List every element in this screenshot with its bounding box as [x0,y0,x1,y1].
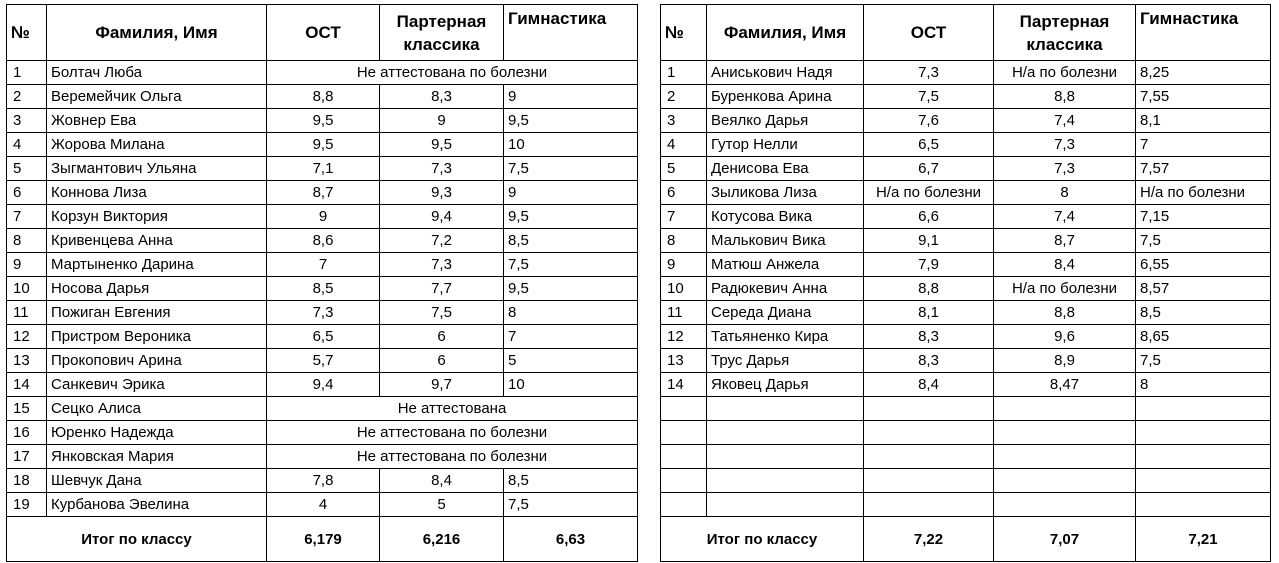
parter-score: 8,4 [994,253,1136,277]
header-name: Фамилия, Имя [47,5,267,61]
empty-cell [1136,445,1271,469]
empty-row [661,421,1271,445]
attestation-note: Не аттестована по болезни [267,421,638,445]
total-row [661,517,1271,562]
ost-score: Н/а по болезни [864,181,994,205]
student-name: Пожиган Евгения [47,301,267,325]
student-name: Сецко Алиса [47,397,267,421]
empty-cell [661,445,707,469]
gym-score: 7,55 [1136,85,1271,109]
gym-score: 10 [504,133,638,157]
gym-score: 8,5 [504,469,638,493]
parter-score: 7,5 [380,301,504,325]
header-parter: Партерная классика [380,5,504,61]
empty-cell [707,445,864,469]
gym-score: 9,5 [504,277,638,301]
empty-cell [661,421,707,445]
header-gym: Гимнастика [1136,5,1271,61]
gym-score: 8,57 [1136,277,1271,301]
table-row [7,229,638,253]
total-ost: 7,22 [864,517,994,562]
student-name: Радюкевич Анна [707,277,864,301]
parter-score: 7,7 [380,277,504,301]
row-number: 12 [7,325,47,349]
empty-cell [707,493,864,517]
student-name: Веремейчик Ольга [47,85,267,109]
table-row [661,277,1271,301]
ost-score: 8,3 [864,325,994,349]
empty-row [661,469,1271,493]
total-parter: 6,216 [380,517,504,562]
table-row [661,109,1271,133]
student-name: Жовнер Ева [47,109,267,133]
ost-score: 8,1 [864,301,994,325]
gym-score: 8,25 [1136,61,1271,85]
student-name: Шевчук Дана [47,469,267,493]
table-row [7,445,638,469]
total-ost: 6,179 [267,517,380,562]
gym-score: 7,5 [504,253,638,277]
row-number: 15 [7,397,47,421]
row-number: 9 [661,253,707,277]
row-number: 7 [7,205,47,229]
header-number: № [7,5,47,61]
table-row [7,397,638,421]
student-name: Санкевич Эрика [47,373,267,397]
grades-table-left [6,4,638,562]
table-row [7,421,638,445]
row-number: 12 [661,325,707,349]
empty-cell [707,421,864,445]
student-name: Жорова Милана [47,133,267,157]
ost-score: 9,5 [267,109,380,133]
ost-score: 7,3 [267,301,380,325]
table-row [7,301,638,325]
table-row [661,133,1271,157]
empty-row [661,493,1271,517]
ost-score: 7 [267,253,380,277]
parter-score: 6 [380,349,504,373]
gym-score: 8,65 [1136,325,1271,349]
student-name: Малькович Вика [707,229,864,253]
row-number: 19 [7,493,47,517]
student-name: Татьяненко Кира [707,325,864,349]
total-parter: 7,07 [994,517,1136,562]
student-name: Курбанова Эвелина [47,493,267,517]
row-number: 17 [7,445,47,469]
ost-score: 6,5 [864,133,994,157]
row-number: 5 [661,157,707,181]
row-number: 4 [7,133,47,157]
parter-score: 8,4 [380,469,504,493]
ost-score: 8,5 [267,277,380,301]
row-number: 1 [7,61,47,85]
ost-score: 8,8 [267,85,380,109]
row-number: 6 [661,181,707,205]
row-number: 8 [661,229,707,253]
row-number: 4 [661,133,707,157]
empty-cell [864,493,994,517]
student-name: Веялко Дарья [707,109,864,133]
table-row [661,349,1271,373]
ost-score: 6,7 [864,157,994,181]
total-label: Итог по классу [7,517,267,562]
parter-score: 8,9 [994,349,1136,373]
student-name: Мартыненко Дарина [47,253,267,277]
gym-score: 8,1 [1136,109,1271,133]
parter-score: 9 [380,109,504,133]
student-name: Буренкова Арина [707,85,864,109]
table-row [7,253,638,277]
gym-score: 8,5 [1136,301,1271,325]
table-row [661,85,1271,109]
empty-cell [1136,469,1271,493]
ost-score: 9 [267,205,380,229]
parter-score: 8 [994,181,1136,205]
parter-score: 5 [380,493,504,517]
student-name: Прокопович Арина [47,349,267,373]
table-row [661,301,1271,325]
table-row [7,469,638,493]
gym-score: 7 [1136,133,1271,157]
ost-score: 8,7 [267,181,380,205]
parter-score: 8,47 [994,373,1136,397]
table-row [7,181,638,205]
student-name: Аниськович Надя [707,61,864,85]
parter-score: Н/а по болезни [994,277,1136,301]
table-row [7,205,638,229]
empty-cell [661,397,707,421]
header-ost: ОСТ [267,5,380,61]
gym-score: 8 [504,301,638,325]
row-number: 3 [7,109,47,133]
student-name: Носова Дарья [47,277,267,301]
row-number: 5 [7,157,47,181]
table-row [7,325,638,349]
parter-score: 8,8 [994,301,1136,325]
header-ost: ОСТ [864,5,994,61]
ost-score: 8,6 [267,229,380,253]
empty-cell [864,397,994,421]
parter-score: 8,3 [380,85,504,109]
grades-table-right [660,4,1271,562]
ost-score: 9,4 [267,373,380,397]
empty-cell [1136,421,1271,445]
gym-score: 7,5 [504,493,638,517]
student-name: Денисова Ева [707,157,864,181]
student-name: Корзун Виктория [47,205,267,229]
table-row [661,61,1271,85]
gym-score: 9,5 [504,109,638,133]
row-number: 1 [661,61,707,85]
gym-score: 10 [504,373,638,397]
row-number: 11 [661,301,707,325]
attestation-note: Не аттестована по болезни [267,61,638,85]
attestation-note: Не аттестована [267,397,638,421]
parter-score: 9,3 [380,181,504,205]
parter-score: 8,7 [994,229,1136,253]
table-row [7,157,638,181]
empty-row [661,445,1271,469]
table-row [7,349,638,373]
gym-score: 7,15 [1136,205,1271,229]
student-name: Трус Дарья [707,349,864,373]
parter-score: 9,7 [380,373,504,397]
gym-score: 7,5 [1136,349,1271,373]
table-row [661,157,1271,181]
parter-score: 8,8 [994,85,1136,109]
ost-score: 7,5 [864,85,994,109]
empty-cell [707,397,864,421]
header-gym: Гимнастика [504,5,638,61]
empty-cell [994,397,1136,421]
parter-score: 7,3 [380,157,504,181]
header-row [7,5,638,61]
table-row [7,85,638,109]
student-name: Юренко Надежда [47,421,267,445]
parter-score: 7,4 [994,109,1136,133]
student-name: Янковская Мария [47,445,267,469]
empty-cell [1136,397,1271,421]
row-number: 14 [661,373,707,397]
header-number: № [661,5,707,61]
empty-cell [994,493,1136,517]
empty-cell [864,445,994,469]
total-row [7,517,638,562]
ost-score: 8,4 [864,373,994,397]
ost-score: 8,3 [864,349,994,373]
header-parter: Партерная классика [994,5,1136,61]
gym-score: 7,5 [504,157,638,181]
gym-score: 7 [504,325,638,349]
ost-score: 6,6 [864,205,994,229]
empty-cell [994,469,1136,493]
row-number: 3 [661,109,707,133]
gym-score: 9,5 [504,205,638,229]
student-name: Болтач Люба [47,61,267,85]
ost-score: 4 [267,493,380,517]
parter-score: 7,3 [994,157,1136,181]
total-gym: 6,63 [504,517,638,562]
table-row [7,493,638,517]
student-name: Кривенцева Анна [47,229,267,253]
ost-score: 7,8 [267,469,380,493]
row-number: 14 [7,373,47,397]
parter-score: 7,3 [380,253,504,277]
ost-score: 6,5 [267,325,380,349]
empty-cell [1136,493,1271,517]
parter-score: 9,5 [380,133,504,157]
header-name: Фамилия, Имя [707,5,864,61]
ost-score: 8,8 [864,277,994,301]
gym-score: 7,57 [1136,157,1271,181]
ost-score: 7,6 [864,109,994,133]
ost-score: 9,5 [267,133,380,157]
gym-score: Н/а по болезни [1136,181,1271,205]
row-number: 10 [7,277,47,301]
table-row [7,133,638,157]
table-row [661,325,1271,349]
student-name: Матюш Анжела [707,253,864,277]
row-number: 13 [661,349,707,373]
row-number: 2 [661,85,707,109]
gym-score: 7,5 [1136,229,1271,253]
table-row [7,61,638,85]
student-name: Пристром Вероника [47,325,267,349]
total-gym: 7,21 [1136,517,1271,562]
ost-score: 9,1 [864,229,994,253]
row-number: 7 [661,205,707,229]
gym-score: 9 [504,85,638,109]
row-number: 10 [661,277,707,301]
gym-score: 6,55 [1136,253,1271,277]
empty-cell [864,469,994,493]
ost-score: 5,7 [267,349,380,373]
ost-score: 7,9 [864,253,994,277]
empty-cell [661,469,707,493]
parter-score: Н/а по болезни [994,61,1136,85]
row-number: 2 [7,85,47,109]
student-name: Зыгмантович Ульяна [47,157,267,181]
row-number: 9 [7,253,47,277]
total-label: Итог по классу [661,517,864,562]
parter-score: 6 [380,325,504,349]
empty-cell [864,421,994,445]
gym-score: 5 [504,349,638,373]
parter-score: 7,3 [994,133,1136,157]
header-row [661,5,1271,61]
row-number: 11 [7,301,47,325]
table-row [661,373,1271,397]
table-row [7,109,638,133]
row-number: 6 [7,181,47,205]
ost-score: 7,3 [864,61,994,85]
student-name: Коннова Лиза [47,181,267,205]
student-name: Котусова Вика [707,205,864,229]
student-name: Середа Диана [707,301,864,325]
attestation-note: Не аттестована по болезни [267,445,638,469]
row-number: 8 [7,229,47,253]
student-name: Гутор Нелли [707,133,864,157]
row-number: 16 [7,421,47,445]
table-row [7,277,638,301]
empty-cell [661,493,707,517]
ost-score: 7,1 [267,157,380,181]
empty-cell [707,469,864,493]
row-number: 18 [7,469,47,493]
table-row [661,253,1271,277]
gym-score: 8,5 [504,229,638,253]
parter-score: 7,2 [380,229,504,253]
empty-cell [994,421,1136,445]
row-number: 13 [7,349,47,373]
gym-score: 8 [1136,373,1271,397]
gym-score: 9 [504,181,638,205]
empty-cell [994,445,1136,469]
empty-row [661,397,1271,421]
student-name: Зыликова Лиза [707,181,864,205]
parter-score: 7,4 [994,205,1136,229]
table-row [7,373,638,397]
student-name: Яковец Дарья [707,373,864,397]
table-row [661,229,1271,253]
table-row [661,205,1271,229]
parter-score: 9,4 [380,205,504,229]
parter-score: 9,6 [994,325,1136,349]
table-row [661,181,1271,205]
